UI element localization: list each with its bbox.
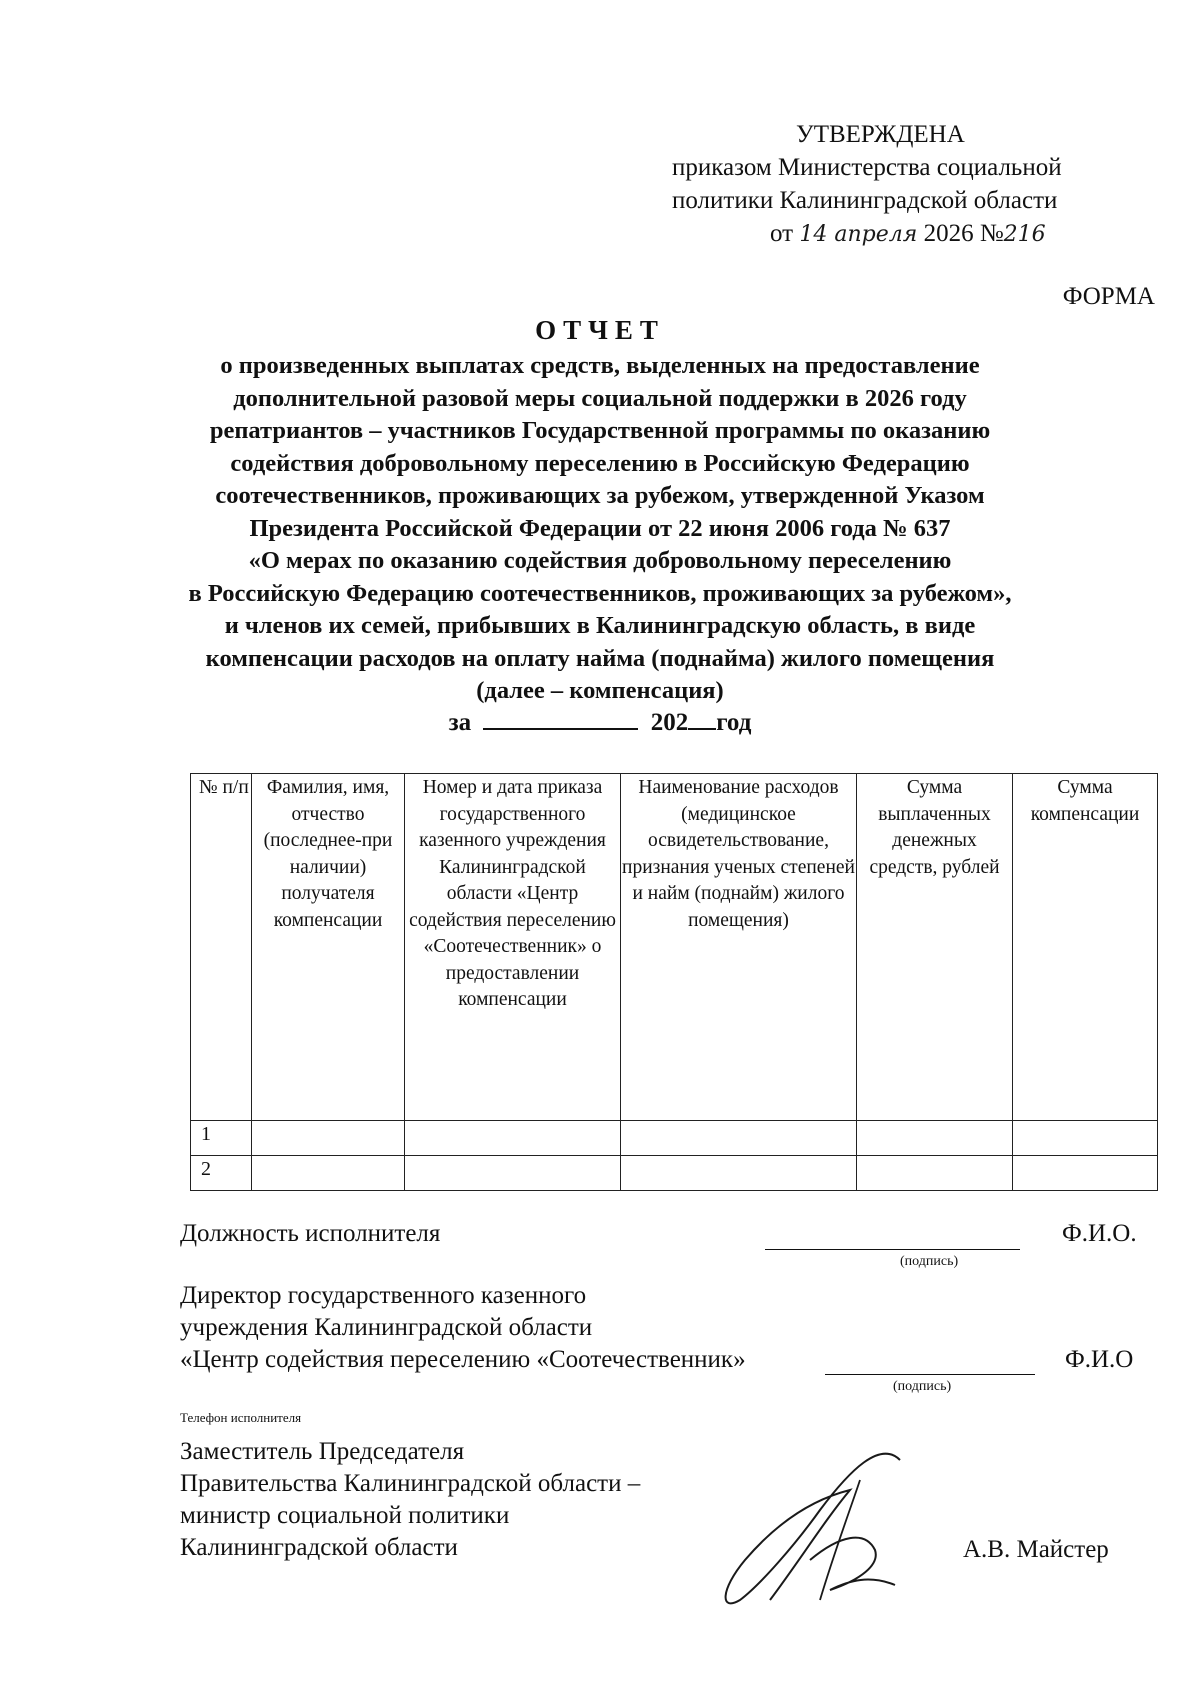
phone-label: Телефон исполнителя xyxy=(180,1410,302,1425)
approval-block xyxy=(600,118,1120,251)
table-header-row xyxy=(191,774,1158,1121)
header-order: Номер и дата приказа государственного казенного учреждения Калининградской области «Центр содействия переселению «Соотечественник» о предоставлении компенсации xyxy=(405,774,621,1121)
subtitle-line: в Российскую Федерацию соотечественников, проживающих за рубежом», xyxy=(188,579,1012,607)
report-table xyxy=(190,773,1158,1191)
subtitle-line: дополнительной разовой меры социальной поддержки в 2026 году xyxy=(233,384,967,412)
executor-position: Должность исполнителя xyxy=(180,1220,441,1247)
approval-heading: УТВЕРЖДЕНА xyxy=(796,121,965,148)
subtitle-line: Президента Российской Федерации от 22 июня 2006 года № 637 xyxy=(249,514,951,542)
subtitle-line: о произведенных выплатах средств, выделенных на предоставление xyxy=(220,352,980,379)
date-prefix: от xyxy=(770,220,794,247)
header-compensation: Сумма компенсации xyxy=(1013,774,1158,1121)
cell-order[interactable] xyxy=(405,1156,621,1191)
subtitle-line: репатриантов – участников Государственной программы по оказанию xyxy=(209,417,991,444)
handwritten-number: 216 xyxy=(1003,222,1046,247)
cell-compensation[interactable] xyxy=(1013,1121,1158,1156)
deputy-title xyxy=(180,1436,640,1564)
table-row xyxy=(191,1156,1158,1191)
approval-order-line: приказом Министерства социальной xyxy=(672,154,1062,181)
cell-expenses[interactable] xyxy=(621,1121,857,1156)
table-row xyxy=(191,1121,1158,1156)
cell-paid-sum[interactable] xyxy=(857,1156,1013,1191)
report-period xyxy=(0,706,1200,737)
cell-fio[interactable] xyxy=(252,1121,405,1156)
row-number: 2 xyxy=(191,1156,252,1191)
period-prefix: за xyxy=(448,709,472,736)
director-line: учреждения Калининградской области xyxy=(180,1314,593,1341)
header-num: № п/п xyxy=(191,774,252,1121)
executor-signature-caption: (подпись) xyxy=(900,1254,959,1269)
cell-paid-sum[interactable] xyxy=(857,1121,1013,1156)
director-title xyxy=(180,1280,746,1376)
header-paid-sum: Сумма выплаченных денежных средств, рублей xyxy=(857,774,1013,1121)
period-suffix: год xyxy=(716,709,752,736)
form-label: ФОРМА xyxy=(1062,283,1155,310)
period-blank[interactable] xyxy=(483,706,638,730)
cell-compensation[interactable] xyxy=(1013,1156,1158,1191)
approval-year: 2026 xyxy=(923,220,974,247)
deputy-line: Калининградской области xyxy=(180,1534,458,1561)
cell-order[interactable] xyxy=(405,1121,621,1156)
handwritten-signature xyxy=(700,1440,930,1610)
director-line: «Центр содействия переселению «Соотечественник» xyxy=(180,1346,746,1373)
cell-fio[interactable] xyxy=(252,1156,405,1191)
subtitle-line: и членов их семей, прибывших в Калининградскую область, в виде xyxy=(224,612,976,639)
executor-fio: Ф.И.О. xyxy=(1062,1220,1137,1247)
deputy-line: Правительства Калининградской области – xyxy=(180,1470,641,1497)
number-prefix: № xyxy=(979,220,1004,247)
approval-date-line xyxy=(600,217,1120,251)
deputy-name: А.В. Майстер xyxy=(963,1536,1109,1563)
cell-expenses[interactable] xyxy=(621,1156,857,1191)
subtitle-line: содействия добровольному переселению в Российскую Федерацию xyxy=(230,449,970,477)
row-number: 1 xyxy=(191,1121,252,1156)
handwritten-date: 14 апреля xyxy=(799,222,918,247)
subtitle-line: «О мерах по оказанию содействия добровольному переселению xyxy=(248,547,952,574)
director-fio: Ф.И.О xyxy=(1065,1346,1134,1373)
document-title: ОТЧЕТ xyxy=(535,315,665,345)
director-signature-caption: (подпись) xyxy=(893,1379,952,1394)
header-expenses: Наименование расходов (медицинское освидетельствование, признания ученых степеней и найм (поднайм) жилого помещения) xyxy=(621,774,857,1121)
period-year-blank[interactable] xyxy=(688,706,716,730)
subtitle-line: компенсации расходов на оплату найма (поднайма) жилого помещения xyxy=(205,644,995,672)
period-year: 202 xyxy=(650,709,689,736)
approval-ministry-line: политики Калининградской области xyxy=(672,187,1058,214)
executor-signature-line[interactable] xyxy=(765,1248,1020,1250)
subtitle-line: соотечественников, проживающих за рубежом, утвержденной Указом xyxy=(215,482,985,509)
director-signature-line[interactable] xyxy=(825,1373,1035,1375)
deputy-line: Заместитель Председателя xyxy=(180,1438,465,1465)
deputy-line: министр социальной политики xyxy=(180,1502,510,1529)
subtitle-line: (далее – компенсация) xyxy=(476,677,724,704)
header-fio: Фамилия, имя, отчество (последнее-при наличии) получателя компенсации xyxy=(252,774,405,1121)
director-line: Директор государственного казенного xyxy=(180,1282,587,1309)
document-subtitle xyxy=(150,350,1050,708)
